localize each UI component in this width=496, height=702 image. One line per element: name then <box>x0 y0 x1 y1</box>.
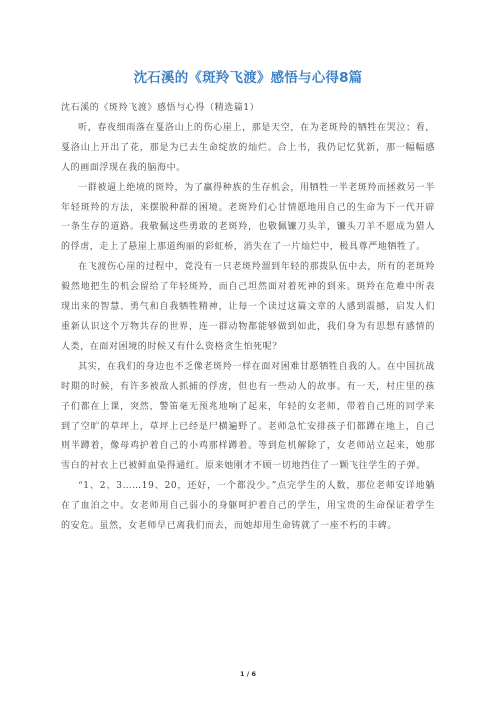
document-body <box>61 99 435 537</box>
paragraph: “1、2、3……19、20，还好，一个都没少。”点完学生的人数，那位老师安详地躺在了血泊之中。女老师用自己弱小的身躯呵护着自己的学生，用宝贵的生命保证着学生的安危。虽然，女老师早已离我们而去，而她却用生命铸就了一座不朽的丰碑。 <box>61 481 435 532</box>
document-subtitle: 沈石溪的《斑羚飞渡》感悟与心得（精选篇1） <box>61 103 260 113</box>
paragraph: 在飞渡伤心崖的过程中，竟没有一只老斑羚溜到年轻的那拨队伍中去，所有的老斑羚毅然地把生的机会留给了年轻斑羚，而自己坦然面对着死神的到来。斑羚在危难中所表现出来的智慧、勇气和自我牺牲精神，让每一个读过这篇文章的人感到震撼，启发人们重新认识这个万物共存的世界，连一群动物都能够做到如此，我们身为有思想有感情的人类，在面对困境的时候又有什么资格贪生怕死呢？ <box>61 262 435 352</box>
page-indicator: 1 / 6 <box>240 670 256 678</box>
paragraph: 一群被逼上绝境的斑羚，为了赢得种族的生存机会，用牺牲一半老斑羚而拯救另一半年轻斑羚的方法，来摆脱种群的困境。老斑羚们心甘情愿地用自己的生命为下一代开辟一条生存的道路。我敬佩这些勇敢的老斑羚，也敬佩镰刀头羊，镰头刀羊不愿成为猎人的俘虏，走上了悬崖上那道绚丽的彩虹桥，消失在了一片灿烂中，极具尊严地牺牲了。 <box>61 182 435 253</box>
paragraph: 其实，在我们的身边也不乏像老斑羚一样在面对困难甘愿牺牲自我的人。在中国抗战时期的时候，有许多被敌人抓捕的俘虏，但也有一些动人的故事。有一天，村庄里的孩子们都在上课，突然，警笛毫无预兆地响了起来，年轻的女老师，带着自己班的同学来到了空旷的草坪上，草坪上已经是尸横遍野了。老师急忙安排孩子们都蹲在地上，自己则半蹲着，像母鸡护着自己的小鸡那样蹲着。等到危机解除了，女老师站立起来，她那雪白的衬衣上已被鲜血染得通红。原来她刚才不顾一切地挡住了一颗飞往学生的子弹。 <box>61 361 435 472</box>
paragraph: 听，春夜细雨落在戛洛山上的伤心崖上，那是天空，在为老斑羚的牺牲在哭泣；看，戛洛山上开出了花，那是为已去生命绽放的灿烂。合上书，我仍记忆犹新，那一幅幅感人的画面浮现在我的脑海中。 <box>61 122 435 173</box>
document-title: 沈石溪的《斑羚飞渡》感悟与心得8篇 <box>133 70 363 86</box>
